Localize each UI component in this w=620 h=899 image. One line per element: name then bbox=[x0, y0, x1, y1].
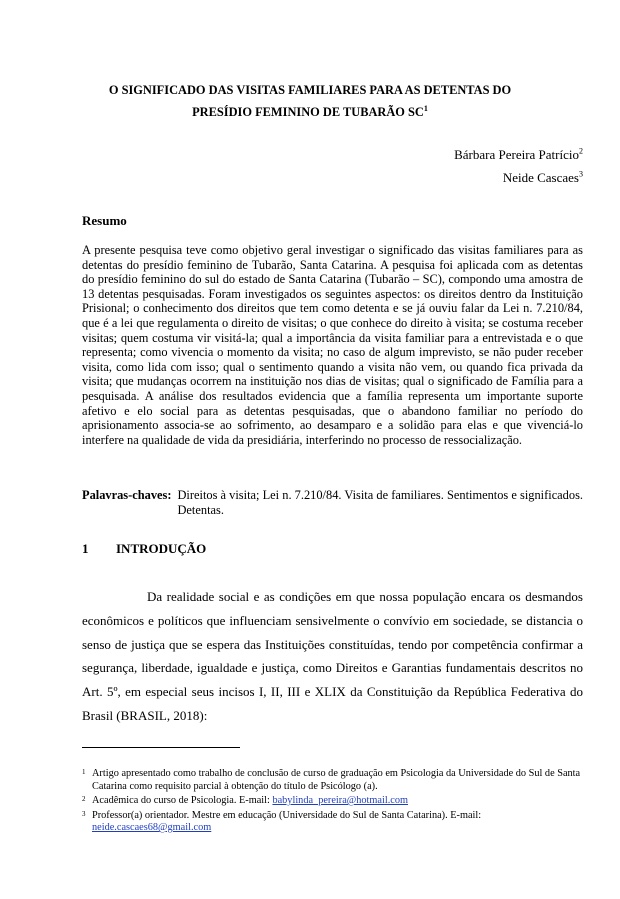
keywords bbox=[82, 488, 583, 518]
author-2-mark: 3 bbox=[579, 169, 583, 179]
author-1-name: Bárbara Pereira Patrício bbox=[454, 147, 579, 162]
footnote-3 bbox=[82, 810, 583, 835]
footnote-3-text: Professor(a) orientador. Mestre em educação (Universidade do Sul de Santa Catarina). E-mail: bbox=[92, 809, 482, 821]
intro-paragraph: Da realidade social e as condições em que nossa população encara os desmandos econômicos e políticos que influenciam sensivelmente o convívio em sociedade, se distancia o senso de justiça que se espera das Instituições constituídas, tendo por competência confirmar a segurança, liberdade, igualdade e justiça, como Direitos e Garantias fundamentais descritos no Art. 5º, em especial seus incisos I, II, III e XLIX da Constituição da República Federativa do Brasil (BRASIL, 2018): bbox=[82, 589, 583, 723]
author-2 bbox=[503, 170, 583, 186]
footnote-1-mark: 1 bbox=[82, 768, 86, 776]
footnote-2-text: Acadêmica do curso de Psicologia. E-mail: bbox=[92, 795, 273, 806]
footnote-divider bbox=[82, 747, 240, 748]
title-line-2 bbox=[60, 101, 560, 123]
keywords-label: Palavras-chaves: bbox=[82, 488, 172, 502]
author-1-mark: 2 bbox=[579, 146, 583, 156]
section-number: 1 bbox=[82, 541, 89, 556]
footnote-2-mark: 2 bbox=[82, 795, 86, 803]
section-heading bbox=[82, 541, 206, 557]
footnote-2-email-link[interactable]: babylinda_pereira@hotmail.com bbox=[272, 795, 409, 806]
section-title: INTRODUÇÃO bbox=[116, 541, 207, 556]
title-footnote-mark: 1 bbox=[423, 103, 428, 113]
resumo-heading: Resumo bbox=[82, 213, 127, 228]
author-1 bbox=[454, 147, 583, 163]
keywords-text: Direitos à visita; Lei n. 7.210/84. Visita de familiares. Sentimentos e significados. Detentas. bbox=[177, 488, 583, 517]
footnote-2-body bbox=[92, 795, 583, 808]
footnote-3-email-link[interactable]: neide.cascaes68@gmail.com bbox=[92, 822, 212, 833]
footnote-2 bbox=[82, 795, 583, 808]
resumo-text: A presente pesquisa teve como objetivo geral investigar o significado das visitas familiares para as detentas do presídio feminino de Tubarão, Santa Catarina. A pesquisa foi aplicada com as detentas do presídio feminino do sul do estado de Santa Catarina (Tubarão – SC), compondo uma amostra de 13 detentas pesquisadas. Foram investigados os seguintes aspectos: os direitos dentro da Instituição Prisional; o conhecimento dos direitos que tem como detenta e se já ouviu falar da Lei n. 7.210/84, que é a lei que regulamenta o direito de visitas; o que conhece do direito à visita; se costuma receber visitas; quem costuma vir visitá-la; qual a importância da visita familiar para a entrevistada e o que representa; como vivencia o momento da visita; no caso de algum imprevisto, se não puder receber visita, como lida com isso; qual o sentimento quando a visita não vem, ou quando fica privada da visita; que mudanças ocorrem na instituição nos dias de visitas; qual o significado de Família para a pesquisada. A análise dos resultados evidencia que a família representa um importante suporte afetivo e elo social para as detentas pesquisadas, que o abandono familiar no período do aprisionamento associa-se ao sofrimento, ao desamparo e a solidão para elas e que vivenciá-lo interfere na qualidade de vida da presidiária, interferindo no processo de ressocialização. bbox=[82, 243, 583, 447]
footnote-3-mark: 3 bbox=[82, 809, 86, 818]
footnote-1 bbox=[82, 768, 583, 793]
footnote-1-text: Artigo apresentado como trabalho de conclusão de curso de graduação em Psicologia da Universidade do Sul de Santa Catarina como requisito parcial à obtenção do título de Psicólogo (a). bbox=[92, 768, 581, 792]
title-line-1: O SIGNIFICADO DAS VISITAS FAMILIARES PARA AS DETENTAS DO bbox=[108, 83, 512, 97]
author-2-name: Neide Cascaes bbox=[502, 170, 579, 185]
paper-title bbox=[60, 79, 560, 123]
footnote-3-body bbox=[92, 810, 583, 835]
title-line-2-text: PRESÍDIO FEMININO DE TUBARÃO SC bbox=[192, 105, 424, 119]
footnotes bbox=[82, 768, 583, 837]
